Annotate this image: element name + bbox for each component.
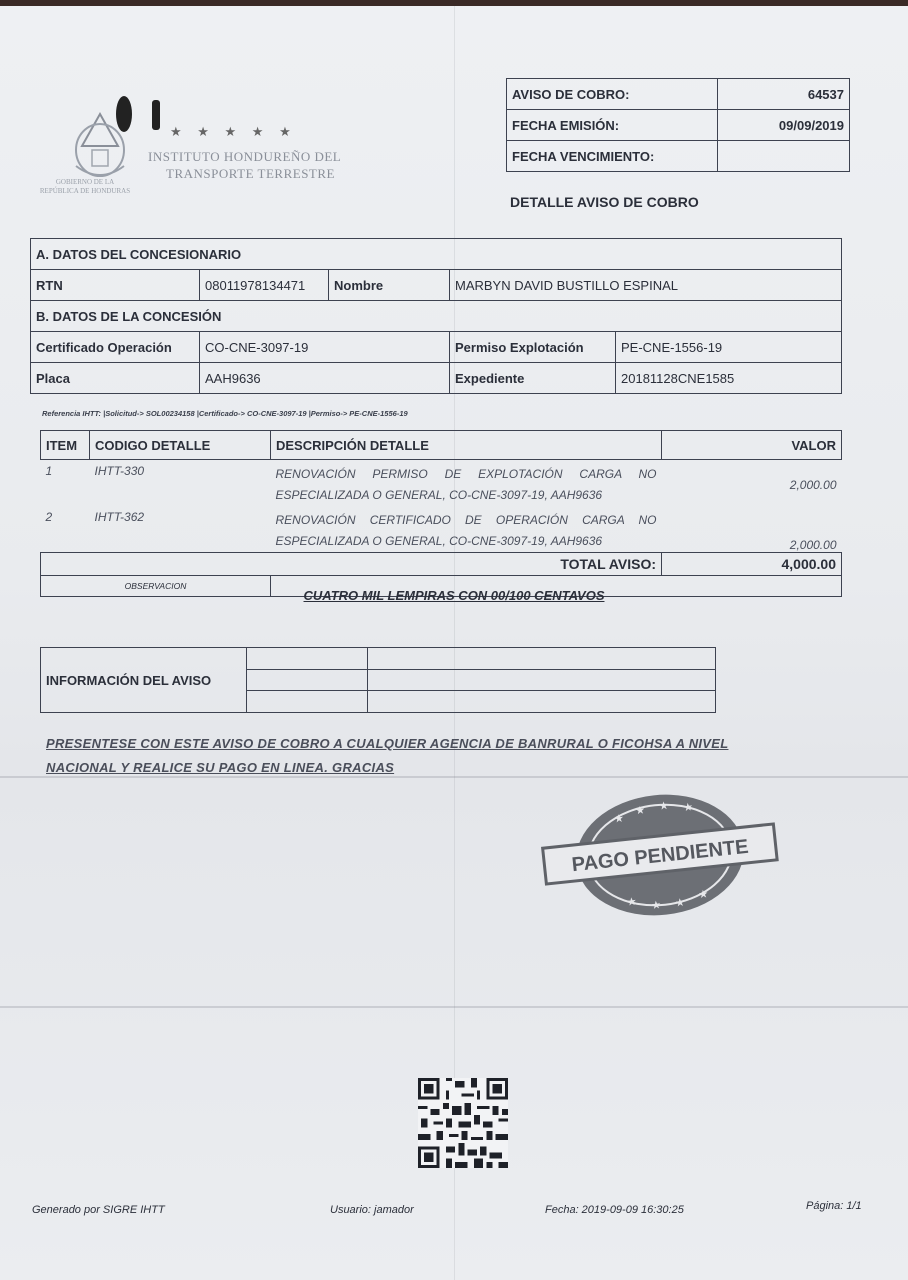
- info-aviso-table: [40, 647, 716, 713]
- info-cell: [368, 669, 716, 691]
- svg-text:★: ★: [650, 899, 662, 913]
- pago-pendiente-stamp: [540, 790, 780, 920]
- payment-notice: PRESENTESE CON ESTE AVISO DE COBRO A CUALQUIER AGENCIA DE BANRURAL O FICOHSA A NIVEL NACIONAL Y REALICE SU PAGO EN LINEA. GRACIAS: [46, 736, 729, 775]
- ihtt-logo: [30, 96, 350, 206]
- svg-text:★: ★: [682, 801, 694, 815]
- info-cell: [368, 648, 716, 670]
- certificado-label: Certificado Operación: [31, 332, 200, 363]
- institution-name: INSTITUTO HONDUREÑO DEL TRANSPORTE TERRESTRE: [148, 149, 342, 181]
- fecha-emision-value: 09/09/2019: [718, 110, 850, 141]
- total-value: 4,000.00: [662, 553, 842, 576]
- section-concesionario-title: A. DATOS DEL CONCESIONARIO: [31, 239, 842, 270]
- document-page: [0, 6, 908, 1280]
- footer-pagina: Página: 1/1: [806, 1200, 862, 1212]
- nombre-value: MARBYN DAVID BUSTILLO ESPINAL: [450, 270, 842, 301]
- header-descripcion: DESCRIPCIÓN DETALLE: [271, 431, 662, 460]
- item-descripcion: RENOVACIÓN PERMISO DE EXPLOTACIÓN CARGA NO ESPECIALIZADA O GENERAL, CO-CNE-3097-19, AAH9636: [275, 467, 657, 502]
- stamp-text: PAGO PENDIENTE: [570, 835, 750, 877]
- detalle-title: DETALLE AVISO DE COBRO: [510, 194, 699, 210]
- footer-generado: Generado por SIGRE IHTT: [32, 1204, 165, 1216]
- svg-text:★: ★: [658, 799, 670, 813]
- info-cell: [368, 691, 716, 713]
- rtn-value: 08011978134471: [200, 270, 329, 301]
- placa-value: AAH9636: [200, 363, 450, 394]
- concession-data-table: [30, 238, 842, 394]
- info-aviso-label: INFORMACIÓN DEL AVISO: [41, 648, 247, 713]
- permiso-label: Permiso Explotación: [450, 332, 616, 363]
- svg-text:★: ★: [697, 888, 709, 902]
- header-valor: VALOR: [662, 431, 842, 460]
- expediente-label: Expediente: [450, 363, 616, 394]
- item-valor: 2,000.00: [789, 538, 837, 552]
- footer-usuario: Usuario: jamador: [330, 1204, 414, 1216]
- items-table: [40, 430, 842, 597]
- total-label: TOTAL AVISO:: [41, 553, 662, 576]
- svg-text:★: ★: [634, 804, 646, 818]
- fecha-emision-label: FECHA EMISIÓN:: [507, 110, 718, 141]
- nombre-label: Nombre: [329, 270, 450, 301]
- certificado-value: CO-CNE-3097-19: [200, 332, 450, 363]
- svg-text:★: ★: [674, 896, 686, 910]
- item-descripcion: RENOVACIÓN CERTIFICADO DE OPERACIÓN CARGA NO ESPECIALIZADA O GENERAL, CO-CNE-3097-19, AAH9636: [275, 513, 657, 548]
- aviso-number: 64537: [718, 79, 850, 110]
- footer-fecha: Fecha: 2019-09-09 16:30:25: [545, 1204, 684, 1216]
- permiso-value: PE-CNE-1556-19: [616, 332, 842, 363]
- expediente-value: 20181128CNE1585: [616, 363, 842, 394]
- referencia-ihtt: Referencia IHTT: |Solicitud-> SOL00234158 |Certificado-> CO-CNE-3097-19 |Permiso-> PE-CNE-1556-19: [42, 409, 408, 418]
- svg-text:★: ★: [626, 895, 638, 909]
- aviso-info-box: [506, 78, 850, 172]
- info-cell: [247, 669, 368, 691]
- aviso-label: AVISO DE COBRO:: [507, 79, 718, 110]
- item-codigo: IHTT-330: [94, 464, 145, 478]
- placa-label: Placa: [31, 363, 200, 394]
- rtn-label: RTN: [31, 270, 200, 301]
- stars-decoration: ★ ★ ★ ★ ★: [170, 124, 297, 139]
- header-codigo: CODIGO DETALLE: [90, 431, 271, 460]
- item-number: 1: [45, 464, 53, 478]
- header-item: ITEM: [41, 431, 90, 460]
- observacion-label: OBSERVACION: [41, 576, 271, 597]
- info-cell: [247, 691, 368, 713]
- item-number: 2: [45, 510, 53, 524]
- table-row: [41, 460, 842, 507]
- qr-code-icon: [418, 1078, 508, 1168]
- fecha-vencimiento-value: [718, 141, 850, 172]
- info-cell: [247, 648, 368, 670]
- table-row: [41, 506, 842, 553]
- item-codigo: IHTT-362: [94, 510, 145, 524]
- svg-text:★: ★: [613, 812, 625, 826]
- section-concesion-title: B. DATOS DE LA CONCESIÓN: [31, 301, 842, 332]
- item-valor: 2,000.00: [789, 478, 837, 492]
- seal-caption: GOBIERNO DE LA REPÚBLICA DE HONDURAS: [39, 178, 131, 195]
- fecha-vencimiento-label: FECHA VENCIMIENTO:: [507, 141, 718, 172]
- amount-in-words: CUATRO MIL LEMPIRAS CON 00/100 CENTAVOS: [303, 588, 605, 603]
